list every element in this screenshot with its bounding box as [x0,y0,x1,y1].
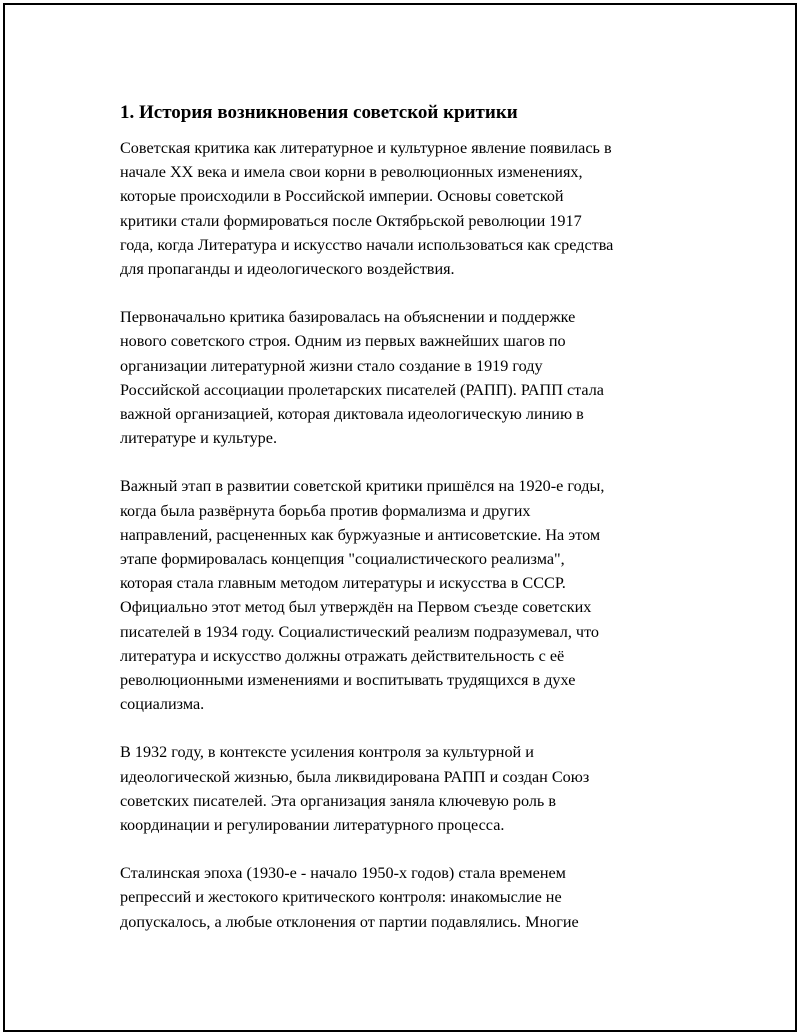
text-line: года, когда Литература и искусство начали использоваться как средства [120,235,614,254]
text-line: этапе формировалась концепция "социалистического реализма", [120,550,565,569]
document-content [120,100,700,958]
text-line: Советская критика как литературное и культурное явление появилась в [120,139,612,157]
text-line: для пропаганды и идеологического воздействия. [120,260,455,279]
text-line: литература и искусство должны отражать действительность с её [120,646,565,665]
text-line: Официально этот метод был утверждён на Первом съезде советских [120,598,592,617]
text-line: репрессий и жестокого критического контроля: инакомыслие не [120,888,562,907]
text-line: которые происходили в Российской империи. Основы советской [120,187,564,206]
paragraph-3 [120,474,700,716]
text-line: В 1932 году, в контексте усиления контроля за культурной и [120,743,534,762]
text-line: критики стали формироваться после Октябрьской революции 1917 [120,211,582,230]
section-heading: 1. История возникновения советской критики [120,102,518,123]
text-line: литературе и культуре. [120,429,277,448]
paragraph-1 [120,136,700,281]
text-line: координации и регулировании литературного процесса. [120,816,505,835]
text-line: допускалось, а любые отклонения от партии подавлялись. Многие [120,912,579,931]
text-line: важной организацией, которая диктовала идеологическую линию в [120,405,584,424]
text-line: советских писателей. Эта организация заняла ключевую роль в [120,791,557,810]
text-line: Российской ассоциации пролетарских писателей (РАПП). РАПП стала [120,380,604,399]
paragraph-2 [120,305,700,450]
text-line: Важный этап в развитии советской критики пришёлся на 1920-е годы, [120,477,605,496]
text-line: когда была развёрнута борьба против формализма и других [120,501,531,520]
text-line: начале XX века и имела свои корни в революционных изменениях, [120,163,583,182]
text-line: направлений, расцененных как буржуазные и антисоветские. На этом [120,525,601,544]
paragraph-5 [120,861,700,934]
text-line: социализма. [120,695,205,714]
text-line: Первоначально критика базировалась на объяснении и поддержке [120,308,576,327]
paragraph-4 [120,740,700,837]
text-line: Сталинская эпоха (1930-е - начало 1950-х годов) стала временем [120,864,566,883]
text-line: организации литературной жизни стало создание в 1919 году [120,356,543,375]
text-line: писателей в 1934 году. Социалистический реализм подразумевал, что [120,622,600,641]
text-line: идеологической жизнью, была ликвидирована РАПП и создан Союз [120,767,590,786]
document-page [3,3,797,1032]
text-line: которая стала главным методом литературы и искусства в СССР. [120,574,566,593]
text-line: революционными изменениями и воспитывать трудящихся в духе [120,671,576,690]
text-line: нового советского строя. Одним из первых важнейших шагов по [120,332,566,351]
